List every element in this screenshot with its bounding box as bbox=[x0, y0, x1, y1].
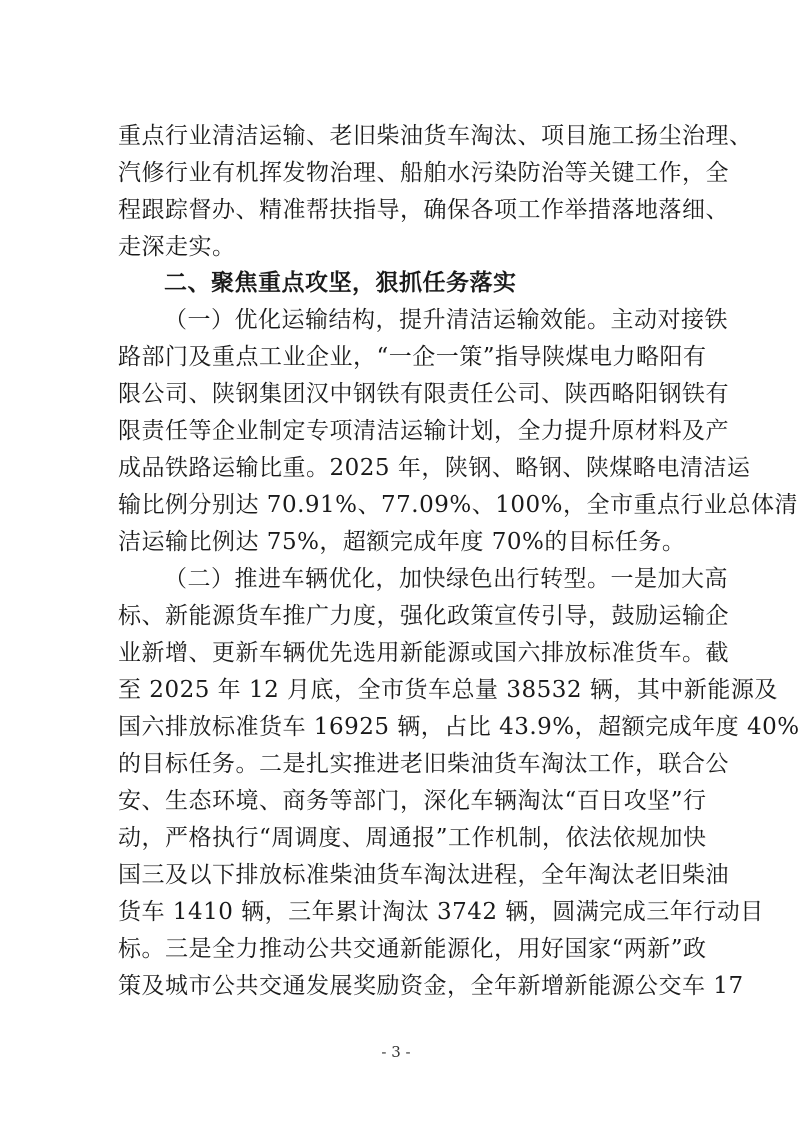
text-line: 业新增、更新车辆优先选用新能源或国六排放标准货车。截 bbox=[118, 640, 729, 666]
text-line: 国六排放标准货车 16925 辆，占比 43.9%，超额完成年度 40% bbox=[118, 714, 800, 740]
text-line: 策及城市公共交通发展奖励资金，全年新增新能源公交车 17 bbox=[118, 973, 744, 999]
text-line: （一）优化运输结构，提升清洁运输效能。主动对接铁 bbox=[164, 307, 728, 333]
text-line: 输比例分别达 70.91%、77.09%、100%，全市重点行业总体清 bbox=[118, 492, 798, 518]
text-line: 限责任等企业制定专项清洁运输计划，全力提升原材料及产 bbox=[118, 418, 729, 444]
text-line: 成品铁路运输比重。2025 年，陕钢、略钢、陕煤略电清洁运 bbox=[118, 455, 751, 481]
text-line: （二）推进车辆优化，加快绿色出行转型。一是加大高 bbox=[164, 566, 728, 592]
text-line: 国三及以下排放标准柴油货车淘汰进程，全年淘汰老旧柴油 bbox=[118, 862, 729, 888]
text-line: 洁运输比例达 75%，超额完成年度 70%的目标任务。 bbox=[118, 529, 686, 555]
text-line: 程跟踪督办、精准帮扶指导，确保各项工作举措落地落细、 bbox=[118, 197, 729, 223]
text-line: 至 2025 年 12 月底，全市货车总量 38532 辆，其中新能源及 bbox=[118, 677, 778, 703]
text-line: 重点行业清洁运输、老旧柴油货车淘汰、项目施工扬尘治理、 bbox=[118, 123, 753, 149]
text-line: 动，严格执行“周调度、周通报”工作机制，依法依规加快 bbox=[118, 825, 707, 851]
text-line: 安、生态环境、商务等部门，深化车辆淘汰“百日攻坚”行 bbox=[118, 788, 707, 814]
text-line: 标、新能源货车推广力度，强化政策宣传引导，鼓励运输企 bbox=[118, 603, 729, 629]
page-number: - 3 - bbox=[381, 1043, 411, 1061]
text-line: 货车 1410 辆，三年累计淘汰 3742 辆，圆满完成三年行动目 bbox=[118, 899, 764, 925]
text-line: 的目标任务。二是扎实推进老旧柴油货车淘汰工作，联合公 bbox=[118, 751, 729, 777]
section-heading: 二、聚焦重点攻坚，狠抓任务落实 bbox=[164, 270, 517, 296]
text-line: 汽修行业有机挥发物治理、船舶水污染防治等关键工作，全 bbox=[118, 160, 729, 186]
text-line: 限公司、陕钢集团汉中钢铁有限责任公司、陕西略阳钢铁有 bbox=[118, 381, 729, 407]
text-line: 路部门及重点工业企业，“一企一策”指导陕煤电力略阳有 bbox=[118, 344, 707, 370]
text-line: 标。三是全力推动公共交通新能源化，用好国家“两新”政 bbox=[118, 936, 707, 962]
text-line: 走深走实。 bbox=[118, 234, 236, 260]
